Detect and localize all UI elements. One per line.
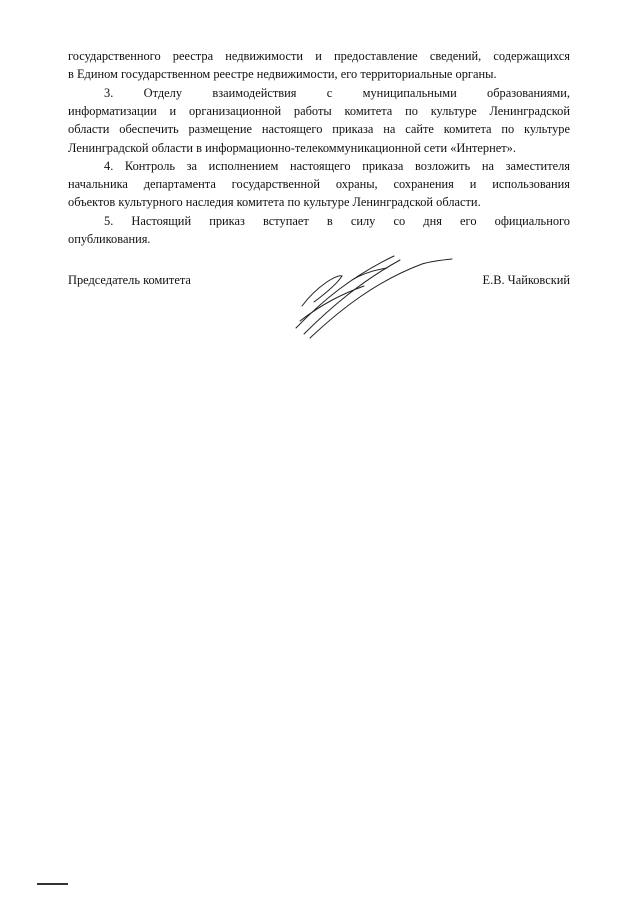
- paragraph-line: опубликования.: [68, 232, 151, 246]
- footer-line: [62, 883, 68, 885]
- paragraph-line: Ленинградской области в информационно-телекоммуникационной сети «Интернет».: [68, 141, 516, 155]
- signatory-position: Председатель комитета: [68, 273, 191, 287]
- signatory-name: Е.В. Чайковский: [482, 273, 570, 287]
- paragraph-line: области обеспечить размещение настоящего приказа на сайте комитета по культуре: [68, 122, 570, 136]
- paragraph-line: объектов культурного наследия комитета по культуре Ленинградской области.: [68, 195, 481, 209]
- paragraph-line: 4. Контроль за исполнением настоящего приказа возложить на заместителя: [104, 159, 570, 173]
- paragraph-line: 3. Отделу взаимодействия с муниципальными образованиями,: [104, 86, 570, 100]
- paragraph-line: 5. Настоящий приказ вступает в силу со дня его официального: [104, 214, 570, 228]
- paragraph-line: государственного реестра недвижимости и предоставление сведений, содержащихся: [68, 49, 570, 63]
- paragraph-line: начальника департамента государственной охраны, сохранения и использования: [68, 177, 570, 191]
- paragraph-line: в Едином государственном реестре недвижимости, его территориальные органы.: [68, 67, 497, 81]
- paragraph-line: информатизации и организационной работы комитета по культуре Ленинградской: [68, 104, 570, 118]
- handwritten-signature: [282, 246, 454, 341]
